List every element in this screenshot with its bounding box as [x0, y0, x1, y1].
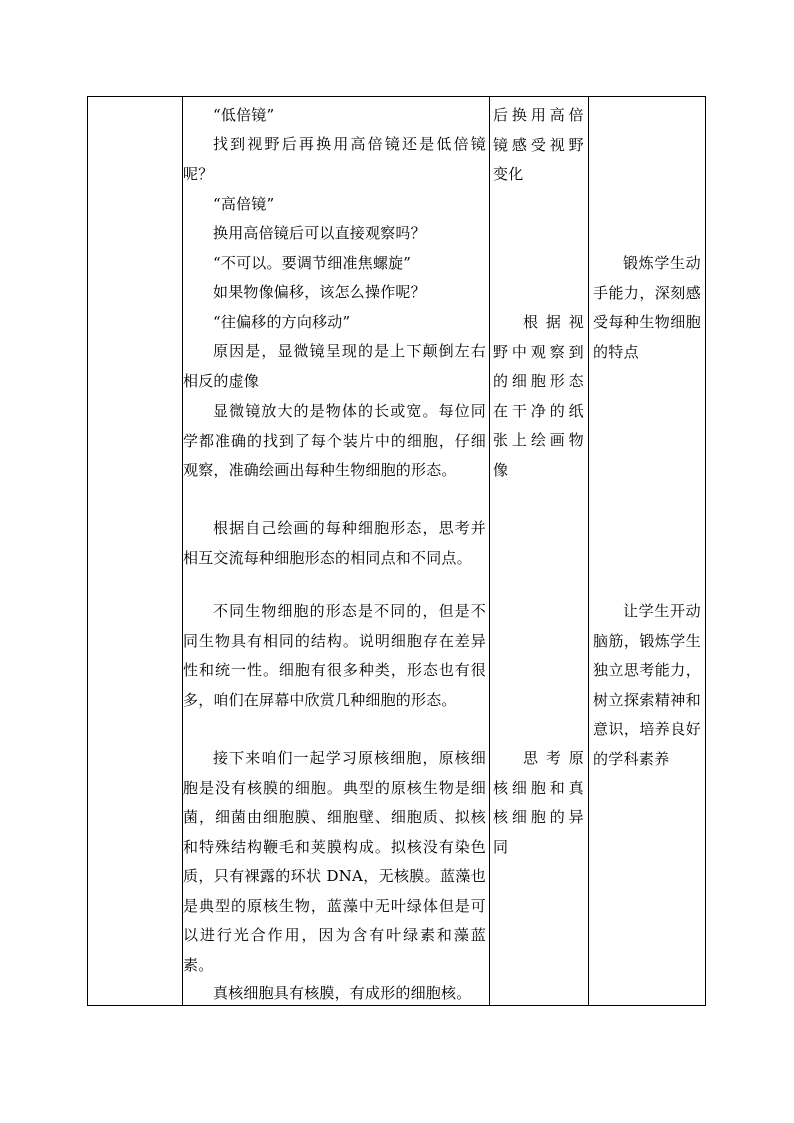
section-label-cell [88, 97, 182, 1005]
intent-paragraph: 让学生开动脑筋，锻炼学生独立思考能力，树立探索精神和意识，培养良好的学科素养 [593, 602, 701, 768]
teacher-paragraph: 接下来咱们一起学习原核细胞，原核细胞是没有核膜的细胞。典型的原核生物是细菌，细菌由细胞膜、细胞壁、细胞质、拟核和特殊结构鞭毛和荚膜构成。拟核没有染色质，只有裸露的环状 DNA，无核膜。蓝藻也是典型的原核生物，蓝藻中无叶绿体但是可以进行光合作用，因为含有叶绿素和藻蓝素。 [183, 749, 486, 974]
teacher-paragraph: 根据自己绘画的每种细胞形态，思考并相互交流每种细胞形态的相同点和不同点。 [183, 519, 486, 567]
lesson-plan-table [87, 96, 706, 1006]
teacher-paragraph: 换用高倍镜后可以直接观察吗？ [213, 224, 426, 242]
student-paragraph: 后换用高倍镜感受视野变化 [493, 106, 584, 183]
teacher-paragraph: “不可以。要调节细准焦螺旋” [213, 254, 412, 272]
student-paragraph: 根据视野中观察到的细胞形态在干净的纸张上绘画物像 [493, 313, 584, 479]
intent-paragraph: 锻炼学生动手能力，深刻感受每种生物细胞的特点 [593, 254, 701, 361]
teacher-activity-cell [183, 97, 486, 1005]
teacher-paragraph: 找到视野后再换用高倍镜还是低倍镜呢？ [183, 135, 486, 183]
teacher-paragraph: 不同生物细胞的形态是不同的，但是不同生物具有相同的结构。说明细胞存在差异性和统一性。细胞有很多种类，形态也有很多，咱们在屏幕中欣赏几种细胞的形态。 [183, 602, 486, 709]
teacher-paragraph: “低倍镜” [213, 106, 275, 124]
student-activity-cell [493, 97, 584, 1005]
teacher-paragraph: 原因是，显微镜呈现的是上下颠倒左右相反的虚像 [183, 342, 486, 390]
teacher-paragraph: 如果物像偏移，该怎么操作呢？ [213, 283, 426, 301]
teacher-paragraph: “高倍镜” [213, 195, 275, 213]
design-intent-cell [593, 97, 701, 1005]
column-divider [588, 97, 589, 1005]
student-paragraph: 思考原核细胞和真核细胞的异同 [493, 749, 584, 856]
teacher-paragraph: 显微镜放大的是物体的长或宽。每位同学都准确的找到了每个装片中的细胞，仔细观察，准确绘画出每种生物细胞的形态。 [183, 402, 486, 479]
column-divider [489, 97, 490, 1005]
teacher-paragraph: 真核细胞具有核膜，有成形的细胞核。 [213, 984, 472, 1002]
teacher-paragraph: “往偏移的方向移动” [213, 313, 351, 331]
